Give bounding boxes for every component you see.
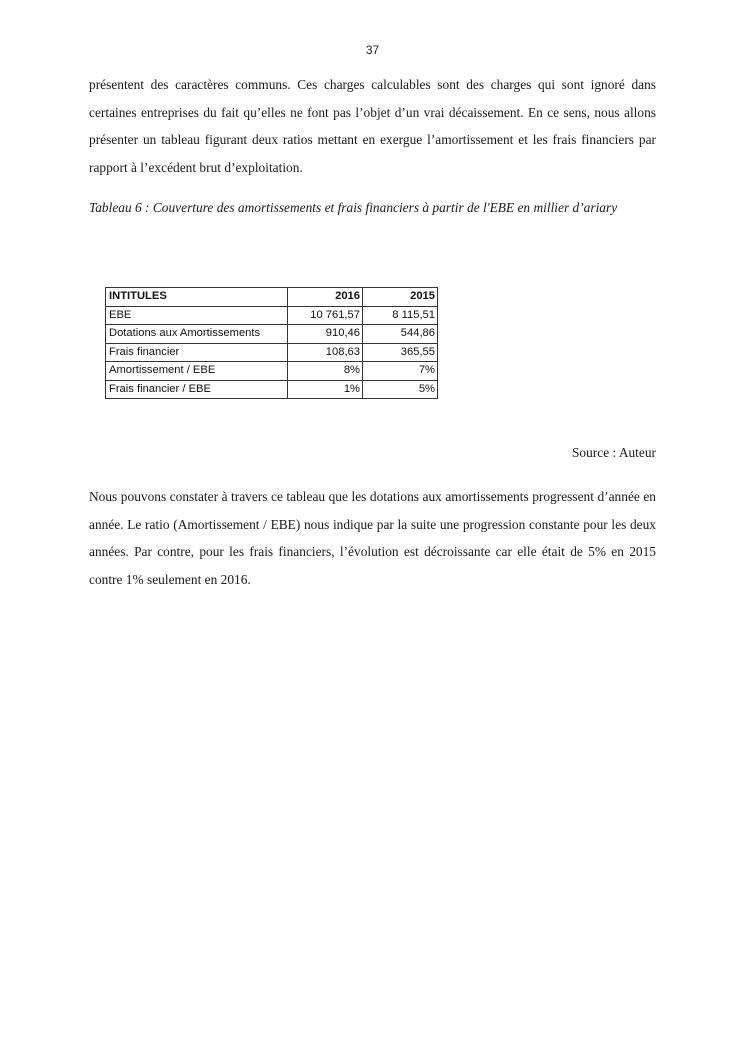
table-row: [106, 343, 438, 362]
row-value-2015: 544,86: [363, 325, 438, 344]
row-label: EBE: [106, 306, 288, 325]
header-2015: 2015: [363, 288, 438, 307]
table-row: [106, 306, 438, 325]
analysis-paragraph: Nous pouvons constater à travers ce tableau que les dotations aux amortissements progressent d’année en année. Le ratio (Amortissement / EBE) nous indique par la suite une progression constante pour les deux années. Par contre, pour les frais financiers, l’évolution est décroissante car elle était de 5% en 2015 contre 1% seulement en 2016.: [89, 489, 656, 587]
row-value-2015: 8 115,51: [363, 306, 438, 325]
row-label: Dotations aux Amortissements: [106, 325, 288, 344]
table-row: [106, 325, 438, 344]
financial-table: [105, 287, 438, 399]
table-header-row: [106, 288, 438, 307]
row-value-2016: 8%: [288, 362, 363, 381]
row-value-2015: 5%: [363, 380, 438, 399]
header-2016: 2016: [288, 288, 363, 307]
page-number: 37: [365, 43, 380, 57]
row-value-2016: 910,46: [288, 325, 363, 344]
row-value-2016: 1%: [288, 380, 363, 399]
intro-paragraph: présentent des caractères communs. Ces charges calculables sont des charges qui sont ignoré dans certaines entreprises du fait qu’elles ne font pas l’objet d’un vrai décaissement. En ce sens, nous allons présenter un tableau figurant deux ratios mettant en exergue l’amortissement et les frais financiers par rapport à l’excédent brut d’exploitation.: [89, 77, 656, 175]
row-label: Amortissement / EBE: [106, 362, 288, 381]
row-label: Frais financier: [106, 343, 288, 362]
row-value-2015: 365,55: [363, 343, 438, 362]
table-source: Source : Auteur: [571, 445, 656, 460]
row-value-2016: 10 761,57: [288, 306, 363, 325]
row-value-2016: 108,63: [288, 343, 363, 362]
table-row: [106, 380, 438, 399]
table-caption: Tableau 6 : Couverture des amortissements et frais financiers à partir de l'EBE en millier d’ariary: [89, 200, 618, 215]
row-label: Frais financier / EBE: [106, 380, 288, 399]
header-intitules: INTITULES: [106, 288, 288, 307]
table-row: [106, 362, 438, 381]
row-value-2015: 7%: [363, 362, 438, 381]
